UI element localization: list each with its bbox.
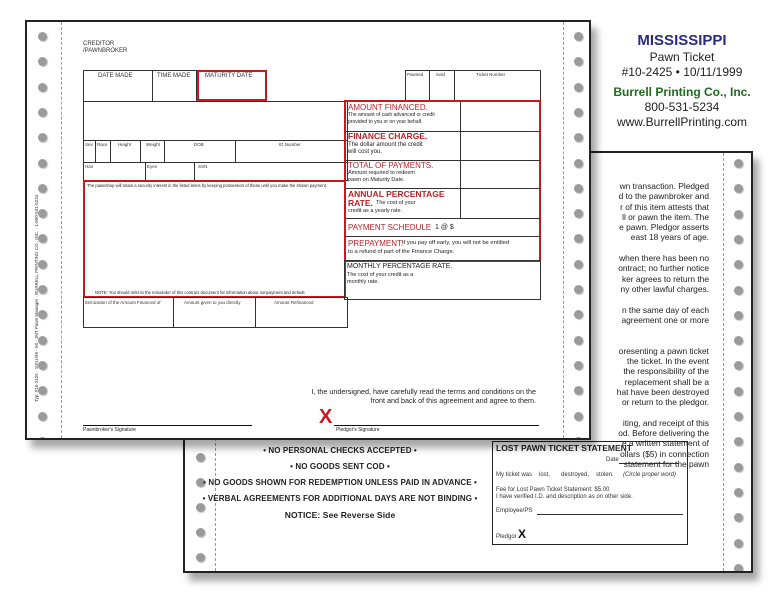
notice-personal-checks: • NO PERSONAL CHECKS ACCEPTED • [263, 446, 417, 455]
itemization-row [83, 297, 348, 328]
tractor-hole [734, 513, 743, 522]
right-perforation [723, 153, 724, 571]
tractor-hole [574, 386, 583, 395]
tractor-hole [38, 234, 47, 243]
terms-line: the responsibility of the [623, 366, 709, 377]
terms-line: ollars ($5) in connection [620, 448, 709, 459]
hair-label: Hair [85, 164, 94, 169]
id-row-2 [83, 162, 348, 181]
tractor-hole [574, 412, 583, 421]
height-label: Height [118, 142, 132, 147]
product-info [600, 32, 764, 130]
terms-line: hat have been destroyed [616, 386, 709, 397]
tractor-hole [574, 285, 583, 294]
tractor-hole [38, 336, 47, 345]
pawned-field[interactable] [405, 70, 430, 102]
tractor-hole [574, 209, 583, 218]
tractor-hole [38, 108, 47, 117]
monthly-rate-box [344, 260, 541, 300]
date-label: Date [606, 457, 619, 463]
tractor-hole [734, 311, 743, 320]
circle-note: (Circle proper word) [623, 472, 677, 478]
state-title: MISSISSIPPI [637, 32, 727, 49]
tractor-hole [38, 159, 47, 168]
terms-line: od. Before delivering the [618, 428, 709, 439]
company-name: Burrell Printing Co., Inc. [613, 85, 751, 99]
security-interest-text: The pawnshop will retain a security interest in the listed items by keeping possession of these until you make the shown payment. [87, 183, 327, 188]
lost-ticket-title: LOST PAWN TICKET STATEMENT [496, 443, 632, 453]
tractor-hole [574, 234, 583, 243]
tractor-hole [734, 361, 743, 370]
tractor-hole [38, 57, 47, 66]
finance-charge-desc-1: The dollar amount the credit [348, 142, 423, 148]
tractor-hole [574, 184, 583, 193]
eyes-label: Eyes [147, 164, 158, 169]
notice-reverse-side: NOTICE: See Reverse Side [284, 510, 396, 520]
tractor-hole [574, 159, 583, 168]
tractor-hole [38, 285, 47, 294]
tractor-hole [38, 83, 47, 92]
employee-label: Employee/PS [496, 508, 533, 514]
monthly-rate-desc-1: The cost of your credit as a [347, 272, 414, 278]
apr-title-2: RATE. [348, 198, 373, 208]
total-payments-desc-1: Amount required to redeem [348, 170, 415, 176]
tractor-hole [574, 108, 583, 117]
pledgor-signature-label: Pledgor's Signature [336, 427, 380, 433]
maturity-date-label: MATURITY DATE [205, 73, 253, 79]
terms-line: r of this item attests that [620, 201, 709, 212]
fee-line: Fee for Lost Pawn Ticket Statement: $5.00 [496, 487, 610, 493]
option-lost[interactable]: lost, [539, 472, 551, 478]
tractor-hole [574, 260, 583, 269]
monthly-rate-title: MONTHLY PERCENTAGE RATE. [347, 263, 453, 270]
notice-redemption: • NO GOODS SHOWN FOR REDEMPTION UNLESS PAID IN ADVANCE • [203, 478, 477, 487]
apr-title: ANNUAL PERCENTAGE [348, 189, 445, 199]
sold-field[interactable] [429, 70, 455, 102]
terms-line: iting, and receipt of this [622, 417, 709, 428]
amount-given-label: Amount given to you directly [184, 300, 241, 305]
payment-schedule-title: PAYMENT SCHEDULE [348, 223, 432, 232]
tractor-hole [38, 386, 47, 395]
right-perforation [563, 22, 564, 438]
tractor-hole [38, 361, 47, 370]
prepayment-desc-1: If you pay off early, you will not be entitled [402, 240, 510, 246]
amount-financed-desc-1: The amount of cash advanced or credit [348, 112, 435, 118]
tractor-hole [734, 260, 743, 269]
terms-line: or return to the pledgor. [621, 397, 709, 408]
amount-financed-title: AMOUNT FINANCED. [348, 103, 428, 112]
pledgor-label: Pledgor [496, 534, 517, 540]
pledgor-sign-mark: X [319, 406, 333, 428]
tractor-hole [196, 553, 205, 562]
dob-label: DOB [194, 142, 204, 147]
tractor-hole [38, 260, 47, 269]
tractor-hole [734, 387, 743, 396]
apr-desc-2: credit as a yearly rate. [348, 208, 403, 214]
terms-line: replacement shall be a [624, 376, 709, 387]
employee-line[interactable] [537, 514, 683, 515]
form-number-date: #10-2425 • 10/11/1999 [621, 65, 743, 79]
notice-verbal-agreements: • VERBAL AGREEMENTS FOR ADDITIONAL DAYS ARE NOT BINDING • [202, 494, 478, 503]
terms-text [597, 181, 709, 469]
items-description-field[interactable] [83, 180, 346, 298]
terms-line: agreement one or more [621, 314, 709, 325]
total-payments-desc-2: pawn on Maturity Date. [348, 177, 405, 183]
terms-line [597, 408, 709, 418]
tractor-hole [574, 361, 583, 370]
tractor-hole [574, 83, 583, 92]
time-made-label: TIME MADE [157, 73, 191, 79]
sold-label: Sold [436, 72, 446, 77]
company-phone: 800-531-5234 [644, 100, 720, 114]
tractor-hole [734, 336, 743, 345]
verified-line: I have verified I.D. and description as on other side. [496, 494, 633, 500]
product-name: Pawn Ticket [649, 50, 715, 64]
monthly-rate-desc-2: monthly rate. [347, 279, 379, 285]
tractor-hole [734, 159, 743, 168]
company-website: www.BurrellPrinting.com [616, 115, 748, 129]
tractor-hole [734, 286, 743, 295]
terms-line [597, 335, 709, 345]
terms-line: when there has been no [619, 253, 709, 264]
terms-line: n the same day of each [621, 304, 709, 315]
terms-line [597, 325, 709, 335]
tractor-hole [38, 437, 47, 440]
terms-line: east 18 years of age. [630, 232, 709, 243]
terms-line: wn transaction. Pledged [619, 181, 709, 191]
right-tractor-holes [567, 22, 591, 438]
ssn-label: SSN. [198, 164, 209, 169]
terms-line: ny other lawful charges. [620, 283, 709, 294]
tractor-hole [574, 310, 583, 319]
name-address-field[interactable] [83, 101, 348, 141]
tractor-hole [734, 564, 743, 573]
time-made-field[interactable] [152, 70, 199, 102]
total-payments-title: TOTAL OF PAYMENTS. [348, 161, 434, 170]
terms-line: d to the pawnbroker and [618, 191, 709, 202]
prepayment-desc-2: to a refund of part of the Finance Charge. [348, 249, 455, 255]
pawnbroker-label: /PAWNBROKER [83, 48, 128, 54]
terms-line: ker agrees to return the [621, 273, 709, 284]
left-perforation [61, 22, 62, 438]
tractor-hole [574, 57, 583, 66]
agreement-line-1: I, the undersigned, have carefully read the terms and conditions on the [311, 387, 536, 396]
tractor-hole [38, 310, 47, 319]
weight-label: Weight [146, 142, 160, 147]
terms-line: e a written statement of [621, 438, 709, 449]
tractor-hole [38, 184, 47, 193]
tractor-hole [196, 528, 205, 537]
tractor-hole [734, 539, 743, 548]
terms-line: e pawn. Pledgor asserts [619, 222, 709, 233]
itemization-label: Itemization of the Amount Financed of [85, 300, 161, 305]
tractor-hole [574, 32, 583, 41]
notice-no-cod: • NO GOODS SENT COD • [290, 462, 390, 471]
finance-charge-desc-2: will cost you. [348, 149, 383, 155]
id-row [83, 140, 348, 163]
ticket-number-field[interactable] [454, 70, 541, 102]
ticket-number-label: Ticket Number [476, 72, 506, 77]
tractor-hole [574, 437, 583, 440]
tractor-hole [38, 209, 47, 218]
tractor-hole [574, 133, 583, 142]
payment-schedule-value[interactable]: 1 @ $ [435, 224, 454, 231]
pledgor-signature-line[interactable] [334, 425, 539, 426]
race-label: Race [97, 142, 108, 147]
form-margin-text: Typ: #10-2425 · 10/11/99 · MI · JMT Pawn Manager · BURRELL PRINTING CO., INC. · 1-800-531-5234 [34, 194, 39, 402]
lost-ticket-statement [492, 441, 688, 545]
creditor-label: CREDITOR [83, 41, 115, 47]
date-line[interactable] [619, 463, 679, 464]
amount-financed-desc-2: provided to you or on your behalf. [348, 119, 423, 125]
tractor-hole [734, 437, 743, 446]
terms-line: oresenting a pawn ticket [618, 345, 709, 356]
amount-refinanced-label: Amount Refinanced [274, 300, 314, 305]
id-number-label: ID Number [279, 142, 301, 147]
front-sheet [25, 20, 591, 440]
tractor-hole [38, 412, 47, 421]
terms-line [597, 294, 709, 304]
pawned-label: Pawned [407, 72, 424, 77]
date-made-label: DATE MADE [98, 73, 133, 79]
finance-charge-title: FINANCE CHARGE. [348, 131, 428, 141]
truth-in-lending-box [344, 100, 541, 262]
maturity-date-field[interactable] [197, 70, 267, 101]
terms-line [597, 243, 709, 253]
terms-line: statement for the pawn [623, 459, 709, 470]
pawnbroker-signature-line[interactable] [83, 425, 252, 426]
tractor-hole [734, 235, 743, 244]
tractor-hole [734, 488, 743, 497]
tractor-hole [734, 412, 743, 421]
apr-desc-1: The cost of your [376, 200, 416, 206]
tractor-hole [734, 184, 743, 193]
tractor-hole [734, 463, 743, 472]
option-destroyed[interactable]: destroyed, [561, 472, 590, 478]
note-text: NOTE: You should refer to the remainder of this contract document for information about nonpayment and default. [95, 290, 306, 295]
sex-label: Sex [85, 142, 93, 147]
terms-line: ll or pawn the item. The [622, 211, 709, 222]
prepayment-title: PREPAYMENT: [348, 239, 404, 248]
option-stolen[interactable]: stolen. [596, 472, 614, 478]
right-tractor-holes [727, 153, 751, 571]
tractor-hole [574, 336, 583, 345]
pledgor-mark: X [518, 527, 527, 541]
my-ticket-label: My ticket was [496, 472, 533, 478]
terms-line: the ticket. In the event [627, 356, 709, 367]
tractor-hole [734, 210, 743, 219]
agreement-line-2: front and back of this agreement and agree to them. [370, 396, 536, 405]
tractor-hole [38, 32, 47, 41]
terms-line: ontract; no further notice [618, 263, 709, 274]
pawnbroker-signature-label: Pawnbroker's Signature [83, 427, 136, 433]
tractor-hole [38, 133, 47, 142]
